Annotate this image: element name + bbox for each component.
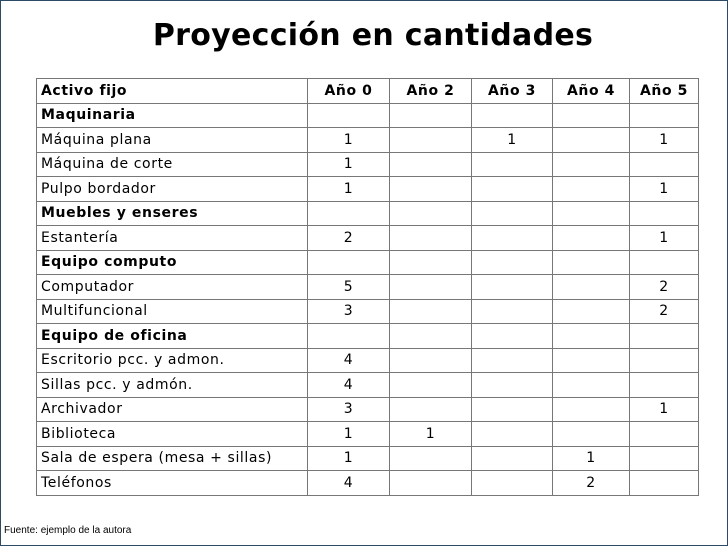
quantity-cell	[553, 348, 630, 373]
quantity-cell	[630, 152, 699, 177]
quantity-cell	[630, 103, 699, 128]
quantity-cell: 1	[308, 128, 390, 153]
quantity-cell	[390, 201, 472, 226]
quantity-cell	[630, 422, 699, 447]
row-label: Multifuncional	[37, 299, 308, 324]
header-activo-fijo: Activo fijo	[37, 79, 308, 104]
quantity-cell	[553, 177, 630, 202]
row-label: Sala de espera (mesa + sillas)	[37, 446, 308, 471]
quantity-cell	[553, 324, 630, 349]
table-row	[37, 299, 699, 324]
table-row	[37, 275, 699, 300]
table-row	[37, 226, 699, 251]
quantity-cell	[472, 299, 553, 324]
quantity-cell	[472, 373, 553, 398]
quantity-cell	[472, 471, 553, 496]
quantity-table	[36, 78, 699, 496]
table-row	[37, 397, 699, 422]
quantity-cell	[308, 324, 390, 349]
quantity-cell: 1	[308, 152, 390, 177]
header-year: Año 5	[630, 79, 699, 104]
quantity-cell	[553, 275, 630, 300]
quantity-cell	[553, 299, 630, 324]
quantity-cell	[390, 446, 472, 471]
table-row	[37, 422, 699, 447]
row-label: Estantería	[37, 226, 308, 251]
quantity-cell	[390, 373, 472, 398]
quantity-cell	[390, 152, 472, 177]
row-label: Máquina de corte	[37, 152, 308, 177]
row-label: Biblioteca	[37, 422, 308, 447]
table-row	[37, 348, 699, 373]
section-label: Maquinaria	[37, 103, 308, 128]
quantity-cell: 1	[630, 177, 699, 202]
quantity-cell	[472, 324, 553, 349]
header-year: Año 2	[390, 79, 472, 104]
row-label: Sillas pcc. y admón.	[37, 373, 308, 398]
section-label: Equipo de oficina	[37, 324, 308, 349]
quantity-cell	[553, 397, 630, 422]
quantity-cell	[390, 299, 472, 324]
source-note: Fuente: ejemplo de la autora	[4, 525, 132, 536]
quantity-cell	[472, 348, 553, 373]
header-year: Año 4	[553, 79, 630, 104]
row-label: Computador	[37, 275, 308, 300]
quantity-cell: 1	[630, 226, 699, 251]
quantity-cell	[553, 250, 630, 275]
quantity-cell: 1	[308, 177, 390, 202]
quantity-cell	[390, 348, 472, 373]
section-label: Muebles y enseres	[37, 201, 308, 226]
quantity-cell: 1	[553, 446, 630, 471]
header-year: Año 3	[472, 79, 553, 104]
section-row	[37, 103, 699, 128]
quantity-cell	[630, 324, 699, 349]
quantity-cell	[472, 103, 553, 128]
quantity-cell	[630, 446, 699, 471]
quantity-cell	[390, 324, 472, 349]
quantity-cell	[472, 201, 553, 226]
quantity-cell	[553, 152, 630, 177]
quantity-cell	[308, 250, 390, 275]
quantity-cell	[472, 422, 553, 447]
quantity-cell	[390, 275, 472, 300]
quantity-cell: 1	[390, 422, 472, 447]
quantity-cell	[472, 250, 553, 275]
quantity-cell	[472, 177, 553, 202]
table-row	[37, 152, 699, 177]
quantity-cell	[630, 201, 699, 226]
quantity-cell: 5	[308, 275, 390, 300]
header-year: Año 0	[308, 79, 390, 104]
table-header-row	[37, 79, 699, 104]
table-row	[37, 177, 699, 202]
quantity-cell: 2	[630, 299, 699, 324]
quantity-cell	[553, 128, 630, 153]
quantity-cell	[553, 103, 630, 128]
quantity-cell	[630, 348, 699, 373]
section-row	[37, 201, 699, 226]
quantity-cell: 1	[630, 128, 699, 153]
quantity-cell	[308, 201, 390, 226]
quantity-cell	[390, 226, 472, 251]
table-row	[37, 471, 699, 496]
row-label: Escritorio pcc. y admon.	[37, 348, 308, 373]
quantity-cell	[630, 373, 699, 398]
quantity-cell	[472, 152, 553, 177]
row-label: Teléfonos	[37, 471, 308, 496]
quantity-cell	[390, 397, 472, 422]
quantity-cell	[390, 177, 472, 202]
quantity-cell	[308, 103, 390, 128]
row-label: Pulpo bordador	[37, 177, 308, 202]
quantity-cell	[472, 226, 553, 251]
quantity-cell: 1	[308, 422, 390, 447]
page-title: Proyección en cantidades	[152, 18, 594, 53]
quantity-cell	[472, 446, 553, 471]
quantity-cell	[390, 103, 472, 128]
quantity-cell	[553, 422, 630, 447]
quantity-cell	[553, 226, 630, 251]
row-label: Archivador	[37, 397, 308, 422]
table-row	[37, 446, 699, 471]
quantity-cell: 3	[308, 299, 390, 324]
quantity-cell: 1	[472, 128, 553, 153]
quantity-cell: 2	[308, 226, 390, 251]
table-row	[37, 373, 699, 398]
quantity-cell: 2	[553, 471, 630, 496]
quantity-cell	[390, 250, 472, 275]
quantity-cell	[390, 128, 472, 153]
quantity-cell: 1	[308, 446, 390, 471]
quantity-cell	[630, 250, 699, 275]
quantity-cell	[553, 201, 630, 226]
table-row	[37, 128, 699, 153]
quantity-cell: 4	[308, 471, 390, 496]
section-label: Equipo computo	[37, 250, 308, 275]
quantity-cell	[390, 471, 472, 496]
row-label: Máquina plana	[37, 128, 308, 153]
quantity-cell	[553, 373, 630, 398]
quantity-cell: 2	[630, 275, 699, 300]
quantity-cell: 4	[308, 348, 390, 373]
section-row	[37, 250, 699, 275]
quantity-cell	[630, 471, 699, 496]
quantity-cell	[472, 397, 553, 422]
quantity-cell: 1	[630, 397, 699, 422]
quantity-cell	[472, 275, 553, 300]
quantity-cell: 4	[308, 373, 390, 398]
section-row	[37, 324, 699, 349]
quantity-cell: 3	[308, 397, 390, 422]
